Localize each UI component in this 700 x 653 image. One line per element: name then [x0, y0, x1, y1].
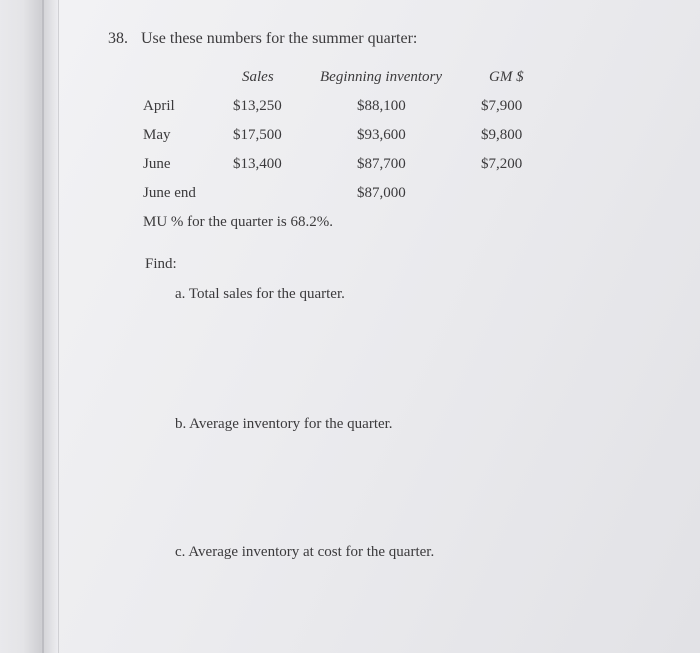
markup-note: MU % for the quarter is 68.2%. [143, 214, 333, 230]
row-month: June end [143, 185, 196, 201]
find-item-c: c. Average inventory at cost for the quarter. [175, 544, 435, 560]
header-sales: Sales [242, 69, 274, 85]
header-beginning-inventory: Beginning inventory [320, 69, 443, 85]
row-beginning-inventory: $87,000 [357, 185, 406, 201]
header-gm: GM $ [489, 69, 524, 85]
page-binding-edge [0, 0, 58, 653]
row-sales: $13,400 [233, 156, 282, 172]
row-beginning-inventory: $93,600 [357, 127, 406, 143]
row-month: June [143, 156, 171, 172]
question-prompt: Use these numbers for the summer quarter: [141, 30, 418, 47]
binding-edge-line [58, 0, 59, 653]
row-beginning-inventory: $87,700 [357, 156, 406, 172]
row-gm: $9,800 [481, 127, 523, 143]
find-item-b: b. Average inventory for the quarter. [175, 416, 393, 432]
row-month: April [143, 98, 175, 114]
row-beginning-inventory: $88,100 [357, 98, 406, 114]
find-label: Find: [145, 256, 177, 272]
row-sales: $13,250 [233, 98, 282, 114]
row-gm: $7,900 [481, 98, 523, 114]
binding-shadow-line [42, 0, 44, 653]
question-number: 38. [108, 30, 128, 47]
row-month: May [143, 127, 171, 143]
row-gm: $7,200 [481, 156, 523, 172]
row-sales: $17,500 [233, 127, 282, 143]
find-item-a: a. Total sales for the quarter. [175, 286, 345, 302]
